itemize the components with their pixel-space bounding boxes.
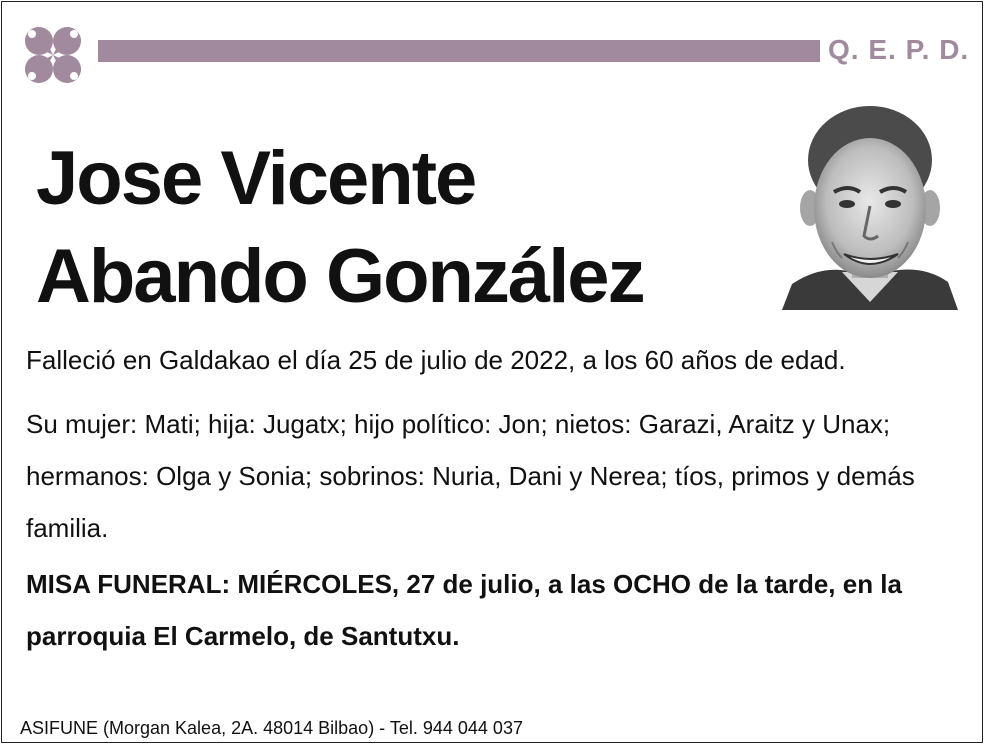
death-statement: Falleció en Galdakao el día 25 de julio de 2022, a los 60 años de edad.	[26, 345, 846, 375]
qepd-label: Q. E. P. D.	[828, 34, 970, 65]
lauburu-icon	[11, 13, 95, 97]
name-line-1: Jose Vicente	[36, 136, 476, 221]
deceased-name	[36, 130, 776, 326]
obituary-notice	[1, 1, 983, 743]
name-line-2: Abando González	[36, 234, 644, 319]
funeral-mass-info: MISA FUNERAL: MIÉRCOLES, 27 de julio, a las OCHO de la tarde, en la parroquia El Carmelo, de Santutxu.	[26, 569, 902, 651]
header-rule	[98, 40, 820, 62]
family-list: Su mujer: Mati; hija: Jugatx; hijo político: Jon; nietos: Garazi, Araitz y Unax; hermanos: Olga y Sonia; sobrinos: Nuria, Dani y Nerea; tíos, primos y demás familia.	[26, 409, 915, 543]
funeral-home-contact: ASIFUNE (Morgan Kalea, 2A. 48014 Bilbao) - Tel. 944 044 037	[20, 718, 523, 738]
portrait-photo	[782, 102, 958, 310]
